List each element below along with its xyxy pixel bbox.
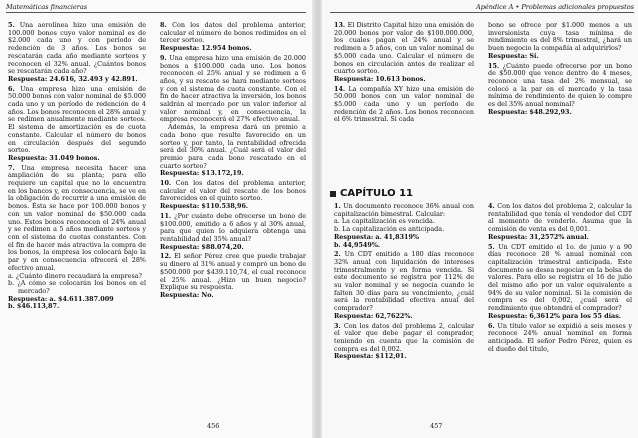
problem-answer: Respuesta: Sí. [488,51,539,60]
problem-text: Con los datos del problema anterior, calcular el número de bonos redimidos en el tercer sorteo. [160,21,306,45]
left-column-1 [8,22,146,313]
problem-text: Una empresa hizo una emisión de 50.000 bonos con valor nominal de $5.000 cada uno y un período de redención de 4 años. Los bonos reconocen el 28% anual y se redimen anualmente mediante sorteos. El sistema de amortización es de cuota constante. Calcular el número de bonos en circulación después del segundo sorteo. [8,84,146,155]
left-header-rule [6,12,306,13]
problem-text: bono se ofrece por $1.000 menos a un inversionista cuya tasa mínima de rendimiento es del 8% trimestral, ¿hará un buen negocio la compañía al adquirirlos? [488,21,632,53]
problem-answer: Respuesta: 62,7622%. [334,311,413,320]
problem-number: 10. [160,179,176,188]
problem-subitem: b. ¿A cómo se colocarán los bonos en el mercado? [8,279,146,295]
chapter-title: CAPÍTULO 11 [340,188,413,199]
problem-text: El señor Pérez cree que puede trabajar su dinero al 31% anual y compró un bono de $500.000 por $439.110,74, el cual reconoce el 25% anual. ¿Hizo un buen negocio? Explique su respuesta. [160,252,306,292]
problem-item [8,22,146,84]
left-page-header: Matemáticas financieras [6,3,88,11]
problem-text-continued: Además, la empresa dará un premio a cada bono que resulte favorecido en un sorteo y, por tanto, la rentabilidad ofrecida será del 30% anual. ¿Cuál será el valor del premio para cada bono rescatado en el cuarto sorteo? [160,123,306,170]
right-page [322,0,638,438]
problem-number: 6. [8,84,21,93]
problem-answer: Respuesta: No. [160,290,214,299]
problem-text: Una empresa necesita hacer una ampliación de su planta; para ello requiere un capital que no lo encuentra en los bancos y, en consecuencia, se ve en la obligación de recurrir a una emisión de bonos. Ésta se hace por 100.000 bonos y con un valor nominal de $50.000 cada uno. Estos bonos reconocen el 24% anual y se redimen a 5 años mediante sorteos y con el sistema de cuotas constantes. Con el fin de hacer más atractiva la compra de los bonos, la empresa los colocará bajo la par y en consecuencia ofrecerá el 28% efectivo anual. [8,163,146,272]
problem-number: 11. [160,211,175,220]
problem-number: 15. [488,61,503,70]
problem-answer: Respuesta: $110.538,96. [160,202,249,211]
problem-number: 9. [160,53,170,62]
problem-item [488,203,632,242]
problem-number: 7. [8,163,22,172]
problem-number: 14. [334,84,349,93]
right-page-header: Apéndice A • Problemas adicionales propuestos [476,3,634,11]
problem-item [334,22,474,84]
problem-item [334,203,474,249]
right-column-1-top [334,22,474,126]
problem-item [8,165,146,311]
problem-subitem: a. La capitalización es vencida. [334,217,435,226]
problem-text: Con los datos del problema 2, calcular la rentabilidad que tenía el vendedor del CDT al momento de venderlo. Asuma que la comisión de venta es del 0,001. [488,202,632,234]
problem-number: 2. [334,250,345,259]
problem-answer: Respuesta: 31.049 bonos. [8,153,100,162]
problem-answer: Respuesta: $112,01. [334,352,407,361]
problem-item [160,22,306,53]
problem-answer: Respuesta: a. $4.611.387.009 [8,294,114,303]
problem-item [488,63,632,117]
problem-answer: Respuesta: $48.292,93. [488,107,572,116]
problem-text: ¿Cuánto puede ofrecerse por un bono de $50.000 que vence dentro de 4 meses, reconoce una tasa del 2% mensual, se colocó a la par en el mercado y la tasa mínima de rendimiento de quien lo compre es del 35% anual nominal? [488,61,633,109]
problem-text: Un documento reconoce 36% anual con capitalización bimestral. Calcular: [334,202,474,218]
problem-text: Una aerolínea hizo una emisión de 100.000 bonos cuyo valor nominal es de $2.000 cada uno y con período de redención de 3 años. Los bonos se rescatarán cada año mediante sorteos y reconocen el 32% anual. ¿Cuántos bonos se rescatarán cada año? [8,21,146,76]
problem-number: 13. [334,21,348,29]
problem-subitem: b. La capitalización es anticipada. [334,225,445,234]
problem-answer: Respuesta: 6,3612% para los 55 días. [488,311,622,320]
problem-text: Con los datos del problema anterior, calcular el valor del rescate de los bonos favorecidos en el quinto sorteo. [160,179,306,203]
problem-answer: Respuesta: 12.954 bonos. [160,44,252,53]
chapter-heading [330,188,413,199]
problem-answer: Respuesta: 10.613 bonos. [334,74,426,83]
problem-text: Con los datos del problema 2, calcular el valor que debe pagar el comprador, teniendo en cuenta que la comisión de compra es del 0,002. [334,321,474,353]
right-column-2-top [488,22,632,118]
right-column-1-bottom [334,203,474,363]
problem-answer: Respuesta: 31,2572% anual. [488,232,589,241]
problem-text: La compañía XY hizo una emisión de 50.000 bonos con un valor nominal de $5.000 cada uno y un período de redención de 2 años. Los bonos reconocen el 6% trimestral. Si cada [334,84,474,124]
problem-text: ¿Por cuánto debe ofrecerse un bono de $100.000, emitido a 6 años y al 30% anual, para que quien lo adquiera obtenga una rentabilidad del 35% anual? [160,211,307,243]
problem-number: 5. [488,242,499,251]
problem-answer: Respuesta: $88.074,20. [160,242,244,251]
problem-text: Un título valor se expidió a seis meses y reconoce 24% anual nominal en forma anticipada. El señor Pedro Pérez, quien es el dueño del título, [488,321,632,353]
chapter-square-icon [330,191,336,197]
problem-number: 12. [160,252,175,261]
problem-subitem: a. ¿Cuánto dinero recaudará la empresa? [8,271,142,280]
problem-number: 6. [488,321,498,330]
problem-answer-part: b. 44,9549%. [334,240,381,249]
problem-item [334,251,474,320]
right-header-rule [330,12,634,13]
problem-text: Un CDT emitido el 1o. de junio y a 90 días reconoce 28 % anual nominal con capitalización trimestral anticipada. Este documento se desea negociar en la bolsa de valores. Para ello se registra el 16 de julio del mismo año por un valor equivalente a 94% de su valor nominal. Si la comisión de compra es del 0,002, ¿cuál será el rendimiento que obtendrá el comprador? [488,242,632,313]
problem-number: 3. [334,321,344,330]
problem-item [488,323,632,354]
problem-number: 5. [8,21,20,29]
problem-answer: Respuesta: $13.172,19. [160,169,244,178]
problem-answer: Respuesta: a. 41,8319% [334,232,419,241]
left-column-2 [160,22,306,302]
left-page-number: 456 [207,422,220,430]
problem-item [160,180,306,211]
problem-text: Un CDT emitido a 180 días reconoce 32% anual con liquidación de intereses trimestralmente y en forma vencida. Si este documento se registra por 112% de su valor nominal y se negocia cuando le falten 30 días para su vencimiento, ¿cuál será la rentabilidad efectiva anual del comprador? [334,250,474,313]
right-column-2-bottom [488,203,632,355]
problem-item [8,86,146,163]
problem-item [488,244,632,321]
problem-item [160,55,306,178]
problem-number: 4. [488,202,498,210]
problem-answer: Respuesta: 24.616, 32.493 y 42.891. [8,74,138,83]
problem-answer-part: b. $46.113,87. [8,302,60,311]
right-page-number: 457 [430,422,443,430]
problem-item [160,253,306,299]
problem-item [488,22,632,61]
left-page [0,0,316,438]
problem-item [160,213,306,252]
problem-text: El Distrito Capital hizo una emisión de 20.000 bonos por valor de $100.000.000, los cuales pagan el 24% anual y se redimen a 5 años, con un valor nominal de $5.000 cada uno. Calcular el número de bonos en circulación antes de realizar el cuarto sorteo. [334,21,474,76]
problem-text: Una empresa hizo una emisión de 20.000 bonos a $100.000 cada uno. Los bonos reconocen el 25% anual y se redimen a 6 años, y su rescate se hará mediante sorteos y con el sistema de cuota constante. Con el fin de hacer atractiva la inversión, los bonos saldrán al mercado por un valor inferior al valor nominal y, en consecuencia, la empresa reconocerá el 27% efectivo anual. [160,53,306,124]
problem-item [334,86,474,125]
problem-number: 8. [160,21,173,29]
problem-item [334,323,474,362]
problem-number: 1. [334,202,344,210]
